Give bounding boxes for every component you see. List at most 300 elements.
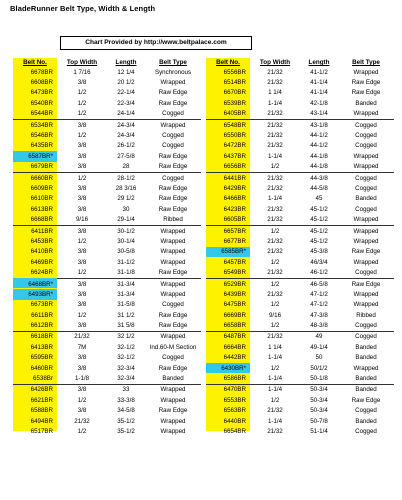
belt-type: Wrapped — [160, 427, 186, 435]
belt-number: 6609BR — [30, 184, 53, 192]
length: 50-1/8 — [310, 375, 328, 383]
top-width: 1-1/4 — [267, 195, 283, 203]
length: 50-3/4 — [310, 407, 328, 415]
belt-type: Wrapped — [353, 110, 379, 118]
table-row — [13, 426, 201, 436]
belt-number: 6538Br — [33, 375, 53, 383]
table-row — [13, 204, 201, 214]
top-width: 21/32 — [267, 110, 283, 118]
table-row — [13, 406, 201, 416]
table-row — [206, 214, 394, 224]
top-width: 21/32 — [74, 333, 90, 341]
top-width: 1-1/4 — [267, 99, 283, 107]
belt-table-left — [13, 58, 201, 437]
belt-type: Synchronous — [154, 68, 192, 76]
top-width: 1/2 — [270, 364, 280, 372]
belt-type: Raw Edge — [158, 364, 188, 372]
length: 27-5/8 — [117, 152, 135, 160]
table-row — [13, 289, 201, 299]
length: 51-1/4 — [310, 427, 328, 435]
credit-box: Chart Provided by http://www.beltpalace.com — [60, 36, 252, 50]
belt-type: Raw Edge — [158, 195, 188, 203]
length: 31-3/4 — [117, 280, 135, 288]
belt-type: Ind.60-M Section — [149, 343, 197, 351]
length: 29-1/4 — [117, 216, 135, 224]
belt-type: Wrapped — [353, 237, 379, 245]
belt-type: Wrapped — [160, 280, 186, 288]
header-belt-no: Belt No. — [216, 59, 240, 66]
belt-number: 6439BR — [223, 290, 246, 298]
belt-type: Raw Edge — [351, 248, 381, 256]
belt-type: Ribbed — [163, 216, 183, 224]
belt-number: 6611BR — [31, 311, 53, 319]
length: 20 1/2 — [117, 79, 135, 87]
length: 30-1/2 — [117, 227, 135, 235]
length: 26-1/2 — [117, 142, 135, 150]
belt-number: 6493BR* — [28, 290, 53, 298]
top-width: 1/2 — [77, 110, 87, 118]
belt-type: Wrapped — [160, 248, 186, 256]
belt-type: Raw Edge — [351, 79, 381, 87]
length: 44-1/2 — [310, 142, 328, 150]
belt-number: 6494BR — [30, 417, 53, 425]
length: 41-1/4 — [310, 89, 328, 97]
top-width: 3/8 — [77, 258, 87, 266]
belt-type: Cogged — [355, 121, 377, 129]
belt-type: Banded — [355, 354, 377, 362]
top-width: 3/8 — [77, 407, 87, 415]
length: 45-1/2 — [310, 216, 328, 224]
table-row — [206, 109, 394, 119]
top-width: 1-1/8 — [74, 375, 90, 383]
top-width: 9/16 — [75, 216, 89, 224]
table-row — [13, 77, 201, 87]
belt-number: 6487BR — [223, 333, 246, 341]
belt-type: Cogged — [162, 301, 184, 309]
table-row — [206, 204, 394, 214]
table-row — [13, 363, 201, 373]
top-width: 3/8 — [77, 290, 87, 298]
belt-type: Raw Edge — [158, 205, 188, 213]
belt-type: Wrapped — [160, 79, 186, 87]
belt-type: Cogged — [355, 132, 377, 140]
belt-number: 6468BR* — [28, 280, 53, 288]
table-row — [206, 119, 394, 130]
belt-number: 6585BR* — [221, 248, 246, 256]
length: 31-3/4 — [117, 290, 135, 298]
length: 46-1/2 — [310, 269, 328, 277]
length: 41-1/2 — [310, 68, 328, 76]
table-row — [206, 247, 394, 257]
table-row — [206, 395, 394, 405]
belt-type: Raw Edge — [351, 280, 381, 288]
belt-number: 6466BR — [223, 195, 246, 203]
belt-type: Wrapped — [353, 364, 379, 372]
header-top-width: Top Width — [259, 59, 291, 66]
header-belt-no: Belt No. — [23, 59, 47, 66]
top-width: 3/8 — [77, 121, 87, 129]
table-row — [13, 98, 201, 108]
table-row — [206, 98, 394, 108]
belt-type: Cogged — [162, 142, 184, 150]
length: 48-3/8 — [310, 322, 328, 330]
header-belt-type: Belt Type — [159, 59, 187, 66]
belt-type: Cogged — [162, 110, 184, 118]
table-row — [13, 109, 201, 119]
table-row — [13, 384, 201, 395]
belt-type: Raw Edge — [351, 396, 381, 404]
length: 12 1/4 — [117, 68, 135, 76]
belt-number: 6472BR — [223, 142, 246, 150]
length: 32-3/4 — [117, 364, 135, 372]
belt-number: 6553BR — [223, 396, 246, 404]
length: 30-1/4 — [117, 237, 135, 245]
belt-number: 6595BR — [30, 354, 53, 362]
top-width: 1/2 — [77, 132, 87, 140]
top-width: 21/32 — [267, 269, 283, 277]
length: 46/3/4 — [310, 258, 328, 266]
top-width: 1-1/4 — [267, 152, 283, 160]
belt-number: 6556BR — [223, 68, 246, 76]
belt-number: 6514BR — [223, 79, 246, 87]
length: 24-3/4 — [117, 121, 135, 129]
top-width: 21/32 — [267, 205, 283, 213]
belt-number: 6426BR — [30, 386, 53, 394]
header-top-width: Top Width — [66, 59, 98, 66]
table-row — [206, 363, 394, 373]
table-row — [13, 141, 201, 151]
belt-number: 6660BR — [30, 174, 53, 182]
table-row — [13, 353, 201, 363]
table-row — [13, 320, 201, 330]
belt-type: Wrapped — [353, 301, 379, 309]
length: 42-1/8 — [310, 99, 328, 107]
top-width: 1 1/4 — [268, 343, 282, 351]
table-row — [13, 416, 201, 426]
table-row — [206, 310, 394, 320]
length: 24-1/4 — [117, 110, 135, 118]
top-width: 21/32 — [267, 237, 283, 245]
belt-type: Wrapped — [353, 290, 379, 298]
length: 49 — [315, 333, 323, 341]
table-row — [13, 214, 201, 224]
length: 45 — [315, 195, 323, 203]
belt-number: 6442BR — [223, 354, 246, 362]
table-row — [13, 119, 201, 130]
top-width: 21/32 — [267, 333, 283, 341]
top-width: 1/2 — [77, 396, 87, 404]
top-width: 3/8 — [77, 184, 87, 192]
length: 45-1/2 — [310, 237, 328, 245]
table-row — [13, 88, 201, 98]
belt-number: 6440BR — [223, 417, 246, 425]
length: 50-7/8 — [310, 417, 328, 425]
belt-type: Banded — [355, 343, 377, 351]
table-header — [13, 58, 201, 67]
length: 24-3/4 — [117, 132, 135, 140]
top-width: 3/8 — [77, 280, 87, 288]
top-width: 21/32 — [267, 68, 283, 76]
length: 50-3/4 — [310, 396, 328, 404]
top-width: 1 1/4 — [268, 89, 282, 97]
length: 33-3/8 — [117, 396, 135, 404]
length: 22-1/4 — [117, 89, 135, 97]
belt-type: Cogged — [162, 174, 184, 182]
belt-type: Raw Edge — [158, 322, 188, 330]
table-row — [206, 130, 394, 140]
table-row — [206, 416, 394, 426]
table-row — [13, 183, 201, 193]
belt-type: Wrapped — [353, 68, 379, 76]
table-row — [206, 141, 394, 151]
belt-type: Raw Edge — [158, 163, 188, 171]
table-row — [13, 373, 201, 383]
top-width: 1/2 — [77, 427, 87, 435]
table-row — [13, 247, 201, 257]
top-width: 1/2 — [77, 311, 87, 319]
belt-type: Raw Edge — [158, 311, 188, 319]
length: 31-5/8 — [117, 301, 135, 309]
belt-type: Banded — [355, 386, 377, 394]
top-width: 21/32 — [74, 417, 90, 425]
belt-number: 6624BR — [30, 269, 53, 277]
top-width: 3/8 — [77, 79, 87, 87]
length: 50/1/2 — [310, 364, 328, 372]
belt-number: 6656BR — [223, 163, 246, 171]
belt-type: Wrapped — [160, 237, 186, 245]
top-width: 3/8 — [77, 354, 87, 362]
belt-type: Wrapped — [160, 227, 186, 235]
belt-number: 6664BR — [223, 343, 246, 351]
belt-type: Raw Edge — [158, 407, 188, 415]
belt-number: 6668BR — [30, 216, 53, 224]
belt-number: 6529BR — [223, 280, 246, 288]
belt-type: Wrapped — [160, 386, 186, 394]
belt-type: Wrapped — [160, 417, 186, 425]
belt-number: 6405BR — [223, 110, 246, 118]
length: 44-5/8 — [310, 184, 328, 192]
belt-number: 6563BR — [223, 407, 246, 415]
table-row — [13, 300, 201, 310]
table-row — [206, 236, 394, 246]
top-width: 3/8 — [77, 301, 87, 309]
belt-type: Wrapped — [160, 290, 186, 298]
belt-type: Cogged — [355, 407, 377, 415]
table-row — [206, 426, 394, 436]
belt-number: 6588BR — [30, 407, 53, 415]
belt-type: Banded — [355, 99, 377, 107]
length: 33 — [122, 386, 130, 394]
top-width: 3/8 — [77, 322, 87, 330]
page-title: BladeRunner Belt Type, Width & Length — [10, 4, 156, 13]
belt-type: Cogged — [355, 205, 377, 213]
belt-type: Wrapped — [353, 152, 379, 160]
belt-type: Wrapped — [353, 227, 379, 235]
belt-number: 6621BR — [30, 396, 53, 404]
length: 50 — [315, 354, 323, 362]
length: 35-1/2 — [117, 417, 135, 425]
table-row — [13, 395, 201, 405]
top-width: 3/8 — [77, 205, 87, 213]
belt-number: 6429BR — [223, 184, 246, 192]
length: 31 1/2 — [117, 311, 135, 319]
top-width: 21/32 — [267, 142, 283, 150]
belt-type: Banded — [355, 195, 377, 203]
table-row — [206, 67, 394, 77]
top-width: 1-1/4 — [267, 354, 283, 362]
top-width: 3/8 — [77, 163, 87, 171]
top-width: 3/8 — [77, 152, 87, 160]
belt-type: Raw Edge — [158, 269, 188, 277]
belt-number: 6469BR — [30, 258, 53, 266]
top-width: 3/8 — [77, 364, 87, 372]
table-header — [206, 58, 394, 67]
top-width: 1/2 — [270, 322, 280, 330]
belt-type: Cogged — [355, 333, 377, 341]
length: 28 — [122, 163, 130, 171]
belt-type: Raw Edge — [158, 99, 188, 107]
length: 47-1/2 — [310, 290, 328, 298]
belt-number: 6437BR — [223, 152, 246, 160]
belt-number: 6679BR — [30, 163, 53, 171]
table-row — [206, 278, 394, 289]
belt-number: 6677BR — [223, 237, 246, 245]
length: 47-3/8 — [310, 311, 328, 319]
belt-number: 6610BR — [30, 195, 53, 203]
table-row — [206, 183, 394, 193]
belt-type: Cogged — [355, 142, 377, 150]
length: 28-1/2 — [117, 174, 135, 182]
table-row — [13, 236, 201, 246]
table-row — [13, 225, 201, 236]
length: 44-1/8 — [310, 163, 328, 171]
table-row — [206, 384, 394, 395]
top-width: 21/32 — [267, 427, 283, 435]
top-width: 1/2 — [270, 258, 280, 266]
table-row — [13, 67, 201, 77]
belt-type: Wrapped — [160, 121, 186, 129]
table-row — [206, 331, 394, 342]
table-row — [206, 77, 394, 87]
table-row — [206, 373, 394, 383]
belt-number: 6539BR — [223, 99, 246, 107]
length: 45-1/2 — [310, 227, 328, 235]
top-width: 21/32 — [267, 121, 283, 129]
top-width: 21/32 — [267, 184, 283, 192]
table-row — [206, 88, 394, 98]
belt-number: 6673BR — [30, 301, 53, 309]
length: 32-1/2 — [117, 354, 135, 362]
table-row — [206, 289, 394, 299]
top-width: 21/32 — [267, 248, 283, 256]
belt-number: 6549BR — [223, 269, 246, 277]
top-width: 1/2 — [77, 269, 87, 277]
belt-number: 6413BR — [30, 343, 53, 351]
belt-number: 6475BR — [223, 301, 246, 309]
belt-number: 6544BR — [30, 110, 53, 118]
table-row — [13, 162, 201, 172]
belt-type: Cogged — [355, 174, 377, 182]
belt-type: Wrapped — [353, 216, 379, 224]
table-row — [206, 162, 394, 172]
top-width: 1/2 — [77, 89, 87, 97]
belt-number: 6669BR — [223, 311, 246, 319]
table-row — [13, 257, 201, 267]
length: 30-5/8 — [117, 248, 135, 256]
length: 46-5/8 — [310, 280, 328, 288]
belt-type: Cogged — [355, 269, 377, 277]
table-row — [13, 267, 201, 277]
table-row — [13, 342, 201, 352]
top-width: 1-1/4 — [267, 375, 283, 383]
top-width: 1/2 — [270, 163, 280, 171]
length: 22-3/4 — [117, 99, 135, 107]
belt-number: 6548BR — [223, 121, 246, 129]
belt-number: 6546BR — [30, 132, 53, 140]
belt-number: 6540BR — [30, 99, 53, 107]
belt-type: Raw Edge — [158, 89, 188, 97]
table-row — [206, 267, 394, 277]
belt-number: 6411BR — [31, 227, 53, 235]
table-row — [206, 300, 394, 310]
belt-type: Cogged — [355, 427, 377, 435]
length: 30 — [122, 205, 130, 213]
belt-number: 6658BR — [223, 322, 246, 330]
top-width: 21/32 — [267, 216, 283, 224]
top-width: 1/2 — [77, 174, 87, 182]
belt-type: Raw Edge — [351, 89, 381, 97]
belt-number: 6473BR — [30, 89, 53, 97]
belt-number: 6441BR — [223, 174, 246, 182]
top-width: 1/2 — [270, 280, 280, 288]
belt-type: Banded — [355, 417, 377, 425]
belt-number: 6550BR — [223, 132, 246, 140]
belt-number: 6457BR — [223, 258, 246, 266]
belt-type: Wrapped — [160, 396, 186, 404]
top-width: 3/8 — [77, 195, 87, 203]
table-row — [206, 353, 394, 363]
length: 32-3/4 — [117, 375, 135, 383]
top-width: 21/32 — [267, 79, 283, 87]
belt-number: 6534BR — [30, 121, 53, 129]
top-width: 1/2 — [77, 237, 87, 245]
top-width: 3/8 — [77, 227, 87, 235]
table-row — [13, 172, 201, 183]
length: 34-5/8 — [117, 407, 135, 415]
belt-number: 6613BR — [30, 205, 53, 213]
top-width: 21/32 — [267, 407, 283, 415]
belt-number: 6453BR — [30, 237, 53, 245]
header-belt-type: Belt Type — [352, 59, 380, 66]
top-width: 7M — [77, 343, 87, 351]
length: 44-3/8 — [310, 174, 328, 182]
belt-type: Raw Edge — [158, 184, 188, 192]
length: 44-1/2 — [310, 132, 328, 140]
belt-type: Wrapped — [160, 333, 186, 341]
length: 28 3/16 — [115, 184, 137, 192]
belt-type: Cogged — [355, 184, 377, 192]
length: 45-3/8 — [310, 248, 328, 256]
length: 32-1/2 — [117, 343, 135, 351]
belt-type: Wrapped — [353, 258, 379, 266]
belt-type: Cogged — [355, 322, 377, 330]
belt-number: 6410BR — [30, 248, 53, 256]
top-width: 1-1/4 — [267, 417, 283, 425]
top-width: 9/16 — [268, 311, 282, 319]
belt-type: Wrapped — [160, 258, 186, 266]
header-length: Length — [115, 59, 137, 66]
table-row — [13, 331, 201, 342]
